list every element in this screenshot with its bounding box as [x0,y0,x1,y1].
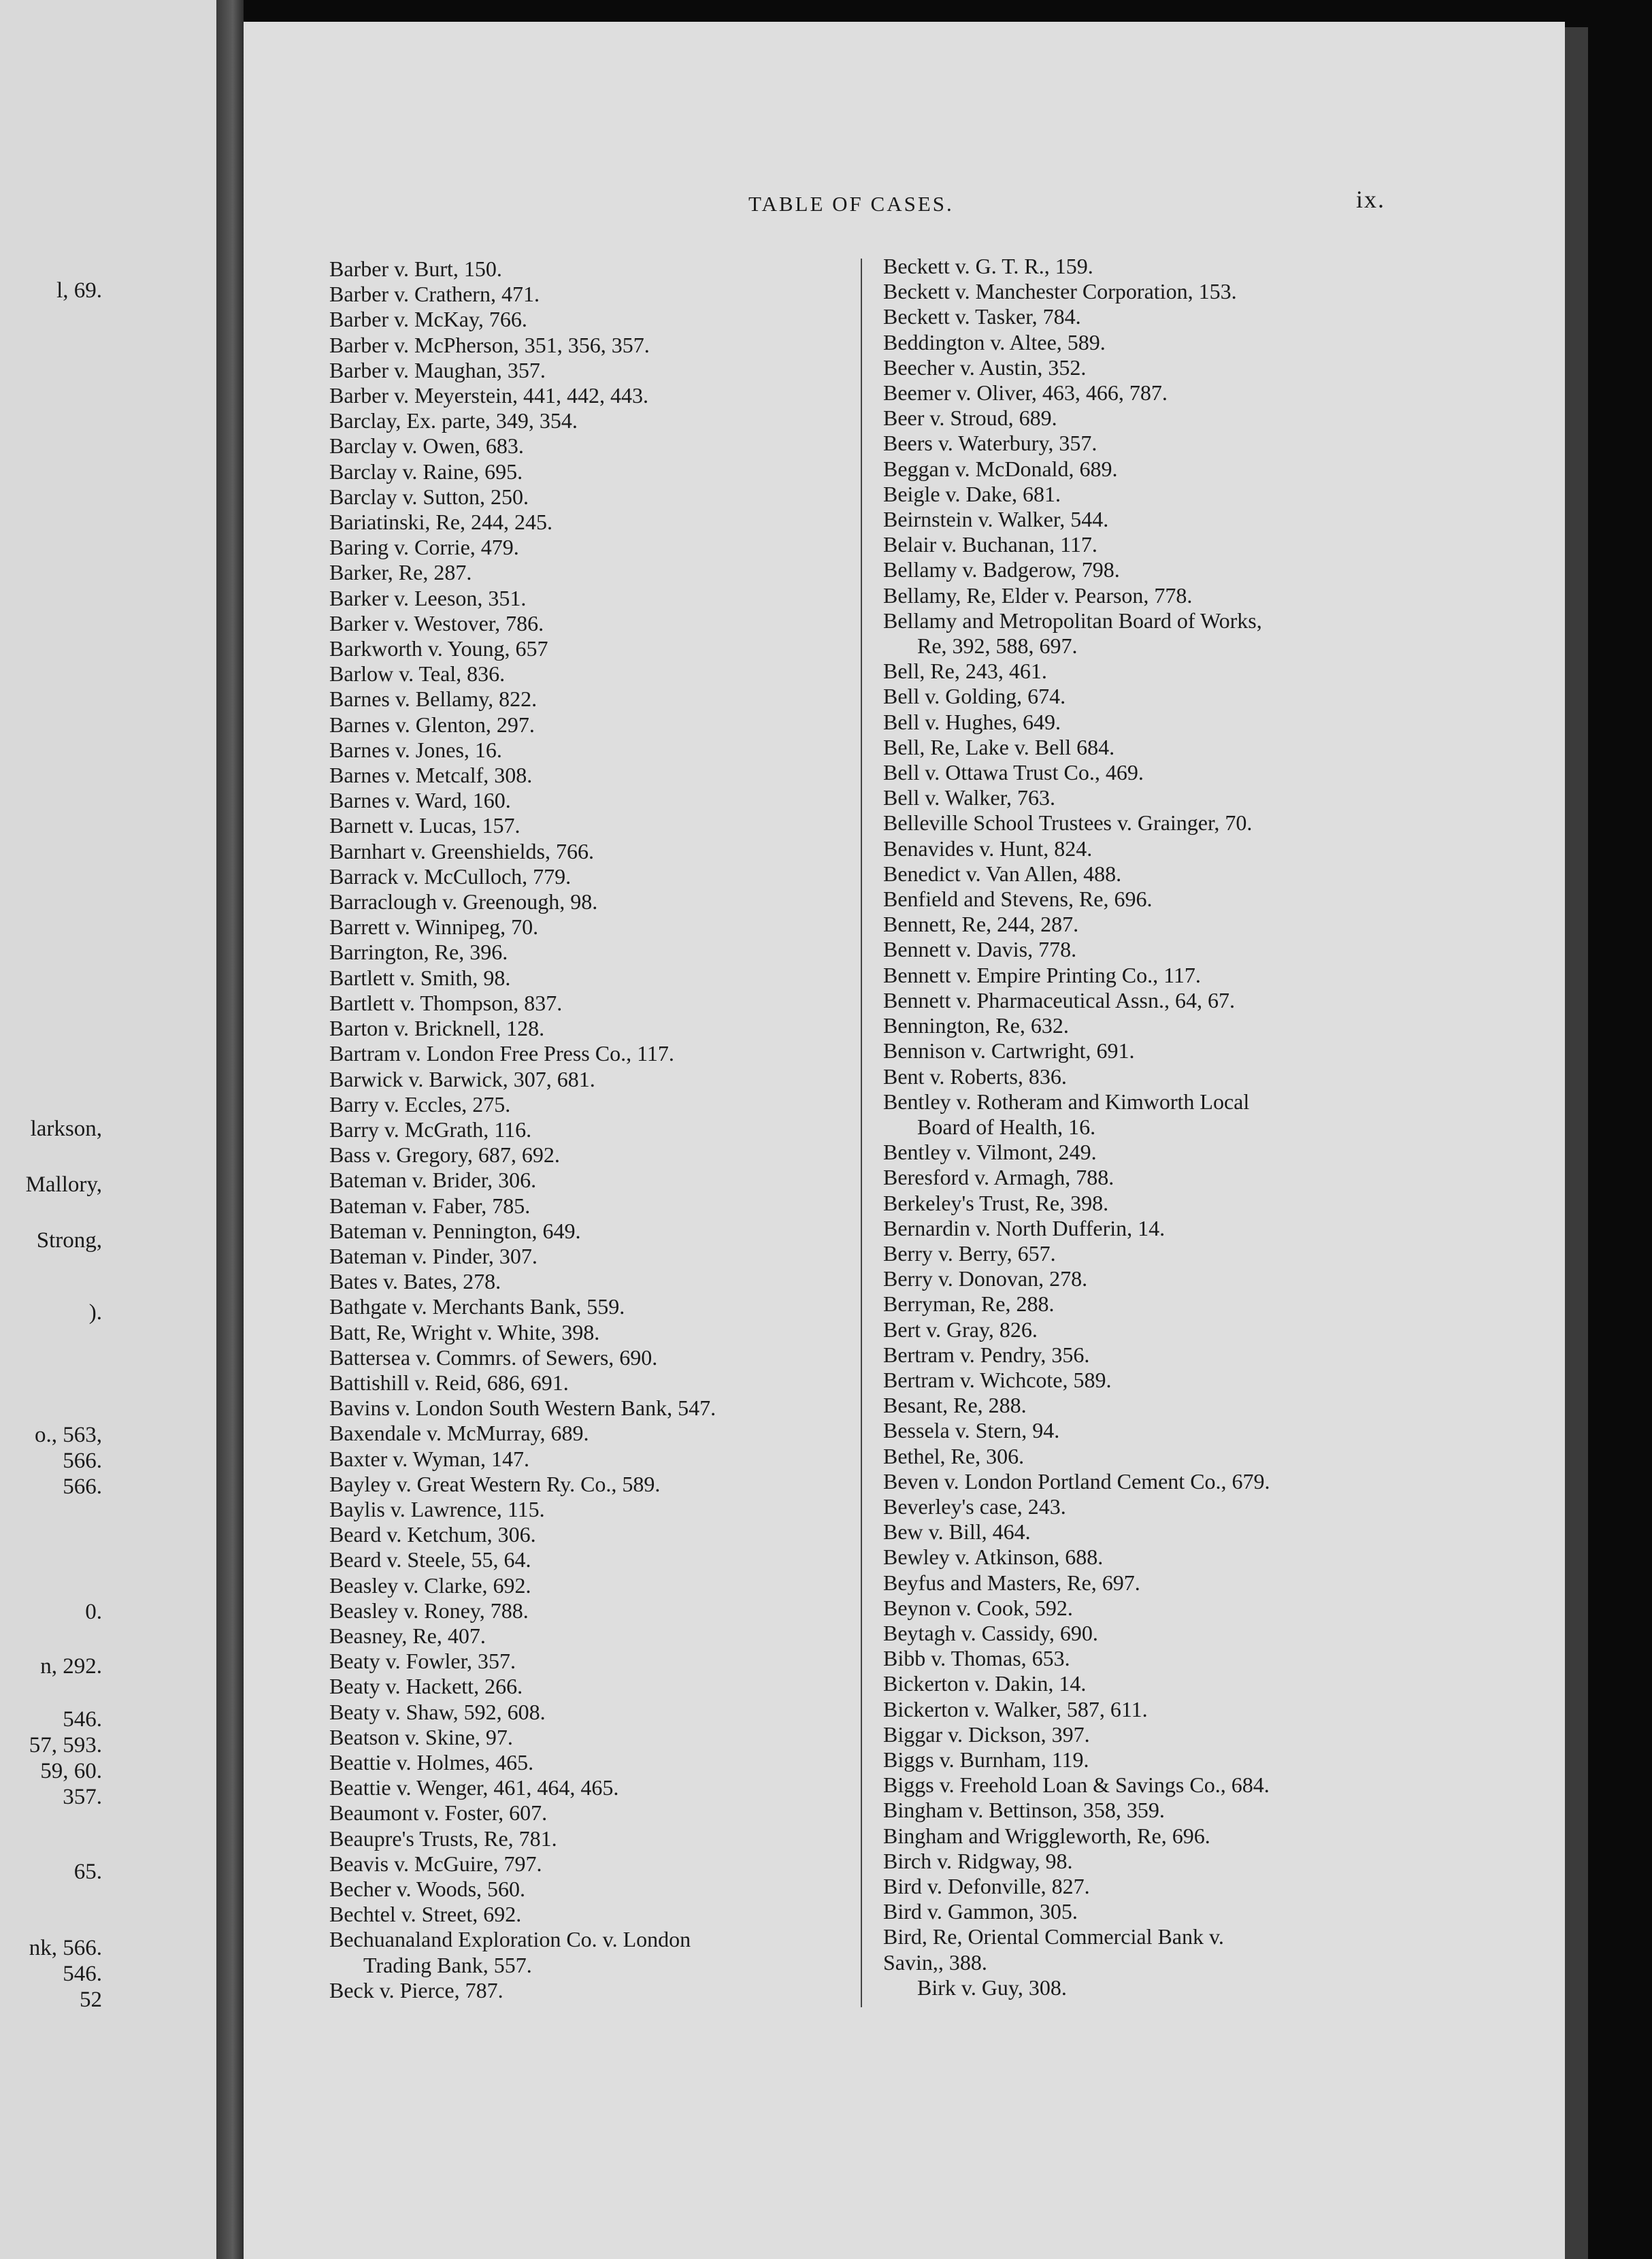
case-entry: Beddington v. Altee, 589. [883,329,1106,354]
case-entry: Bird v. Defonville, 827. [883,1874,1090,1898]
case-entry: Bingham v. Bettinson, 358, 359. [883,1798,1165,1823]
page-title: TABLE OF CASES. [748,192,954,216]
case-entry: Birch v. Ridgway, 98. [883,1848,1073,1873]
left-page-text: o., 563, [35,1423,102,1447]
case-entry: Bateman v. Pinder, 307. [329,1243,538,1268]
case-entry: Barnett v. Lucas, 157. [329,813,521,838]
case-entry: Beigle v. Dake, 681. [883,481,1061,506]
case-entry: Bell v. Hughes, 649. [883,709,1061,734]
case-entry: Beard v. Steele, 55, 64. [329,1547,531,1572]
case-entry: Bass v. Gregory, 687, 692. [329,1142,560,1168]
case-entry: Bates v. Bates, 278. [329,1269,501,1294]
case-entry: Barker, Re, 287. [329,560,472,585]
left-page-text: 0. [85,1600,102,1624]
case-entry: Beer v. Stroud, 689. [883,406,1057,431]
case-entry: Bariatinski, Re, 244, 245. [329,510,552,535]
case-entry: Barkworth v. Young, 657 [329,636,548,661]
case-entry: Beaumont v. Foster, 607. [329,1800,548,1826]
left-column [329,257,877,2003]
page-edge [1565,27,1588,2259]
case-entry: Barnes v. Jones, 16. [329,737,502,762]
case-entry: Berkeley's Trust, Re, 398. [883,1190,1109,1215]
case-entry: Barber v. Crathern, 471. [329,282,540,307]
case-entry: Board of Health, 16. [917,1114,1096,1139]
case-entry: Barnes v. Bellamy, 822. [329,687,538,712]
case-entry: Barrett v. Winnipeg, 70. [329,914,539,940]
page-number: ix. [1356,186,1386,213]
case-entry: Besant, Re, 288. [883,1393,1027,1418]
case-entry: Berry v. Donovan, 278. [883,1266,1088,1291]
case-entry: Berry v. Berry, 657. [883,1240,1056,1266]
case-entry: Barber v. McPherson, 351, 356, 357. [329,332,650,357]
case-entry: Beasley v. Clarke, 692. [329,1572,531,1598]
case-entry: Barraclough v. Greenough, 98. [329,889,598,914]
case-entry: Trading Bank, 557. [363,1952,532,1977]
case-entry: Battersea v. Commrs. of Sewers, 690. [329,1345,658,1370]
case-entry: Bentley v. Rotheram and Kimworth Local [883,1089,1250,1114]
case-entry: Barrack v. McCulloch, 779. [329,863,572,889]
left-page-text: Strong, [36,1228,102,1253]
case-entry: Beers v. Waterbury, 357. [883,431,1097,456]
case-entry: Bathgate v. Merchants Bank, 559. [329,1294,625,1319]
left-page-text: 566. [63,1449,102,1473]
case-entry: Bennett v. Davis, 778. [883,937,1077,962]
case-entry: Baring v. Corrie, 479. [329,535,519,560]
case-entry: Baxter v. Wyman, 147. [329,1446,530,1471]
case-entry: Bell v. Ottawa Trust Co., 469. [883,760,1144,785]
left-page-text: l, 69. [56,278,102,303]
case-entry: Bell v. Walker, 763. [883,785,1055,810]
case-entry: Beasney, Re, 407. [329,1623,486,1648]
case-entry: Savin,, 388. [883,1949,987,1975]
left-page-text: nk, 566. [29,1936,102,1960]
case-entry: Bennison v. Cartwright, 691. [883,1038,1135,1063]
case-entry: Beresford v. Armagh, 788. [883,1165,1114,1190]
case-entry: Berryman, Re, 288. [883,1291,1055,1317]
case-entry: Beyfus and Masters, Re, 697. [883,1570,1140,1595]
case-entry: Bertram v. Pendry, 356. [883,1342,1090,1367]
case-entry: Battishill v. Reid, 686, 691. [329,1370,569,1395]
left-page-text: ). [88,1300,102,1325]
case-entry: Bateman v. Brider, 306. [329,1168,537,1193]
case-entry: Bateman v. Pennington, 649. [329,1218,581,1243]
case-entry: Beaty v. Hackett, 266. [329,1674,523,1699]
case-entry: Bent v. Roberts, 836. [883,1063,1067,1089]
case-entry: Benfield and Stevens, Re, 696. [883,887,1153,912]
left-page-text: 59, 60. [40,1759,102,1783]
case-entry: Biggar v. Dickson, 397. [883,1721,1090,1747]
case-entry: Barnes v. Metcalf, 308. [329,763,533,788]
case-entry: Bartram v. London Free Press Co., 117. [329,1041,674,1066]
case-entry: Bechtel v. Street, 692. [329,1902,522,1927]
case-entry: Bird, Re, Oriental Commercial Bank v. [883,1924,1224,1949]
case-entry: Re, 392, 588, 697. [917,633,1078,659]
case-entry: Bellamy and Metropolitan Board of Works, [883,608,1262,633]
case-entry: Bessela v. Stern, 94. [883,1418,1060,1443]
case-entry: Beasley v. Roney, 788. [329,1598,529,1623]
case-entry: Barclay v. Raine, 695. [329,459,523,484]
case-entry: Barber v. McKay, 766. [329,307,527,332]
case-entry: Beck v. Pierce, 787. [329,1977,503,2002]
left-page-text: 546. [63,1707,102,1732]
case-entry: Bellamy, Re, Elder v. Pearson, 778. [883,582,1193,608]
case-entry: Barber v. Burt, 150. [329,257,502,281]
case-entry: Beirnstein v. Walker, 544. [883,507,1109,532]
case-entry: Bellamy v. Badgerow, 798. [883,557,1120,582]
case-entry: Beven v. London Portland Cement Co., 679. [883,1468,1270,1494]
case-entry: Beavis v. McGuire, 797. [329,1851,542,1876]
case-entry: Bell v. Golding, 674. [883,684,1066,709]
book-spine [216,0,244,2259]
case-entry: Beverley's case, 243. [883,1494,1066,1519]
left-page-text: 52 [80,1988,102,2012]
case-entry: Bickerton v. Walker, 587, 611. [883,1696,1148,1721]
case-entry: Barker v. Leeson, 351. [329,585,527,610]
case-entry: Bewley v. Atkinson, 688. [883,1545,1104,1570]
case-entry: Baylis v. Lawrence, 115. [329,1496,545,1521]
case-entry: Beaupre's Trusts, Re, 781. [329,1826,557,1851]
case-entry: Barrington, Re, 396. [329,940,508,965]
case-entry: Barker v. Westover, 786. [329,610,544,636]
case-entry: Barclay v. Sutton, 250. [329,484,529,509]
case-entry: Bickerton v. Dakin, 14. [883,1671,1087,1696]
case-entry: Bethel, Re, 306. [883,1443,1025,1468]
case-entry: Bertram v. Wichcote, 589. [883,1367,1112,1392]
case-entry: Barnes v. Glenton, 297. [329,712,535,737]
case-entry: Barry v. Eccles, 275. [329,1091,511,1117]
case-entry: Bartlett v. Thompson, 837. [329,990,563,1015]
case-entry: Beckett v. Manchester Corporation, 153. [883,279,1237,304]
case-entry: Bechuanaland Exploration Co. v. London [329,1927,691,1952]
case-entry: Benedict v. Van Allen, 488. [883,861,1122,886]
left-page-fragment [0,0,216,2259]
case-entry: Belleville School Trustees v. Grainger, 70. [883,810,1253,836]
case-entry: Bingham and Wriggleworth, Re, 696. [883,1823,1210,1848]
case-entry: Becher v. Woods, 560. [329,1877,526,1901]
left-page-text: 546. [63,1962,102,1986]
left-page-text: 57, 593. [29,1733,102,1758]
case-entry: Bennett v. Empire Printing Co., 117. [883,962,1201,987]
case-entry: Barclay, Ex. parte, 349, 354. [329,408,578,433]
case-entry: Bew v. Bill, 464. [883,1519,1031,1545]
case-entry: Bayley v. Great Western Ry. Co., 589. [329,1471,661,1496]
case-entry: Bennington, Re, 632. [883,1013,1069,1038]
case-entry: Bateman v. Faber, 785. [329,1193,531,1218]
case-entry: Batt, Re, Wright v. White, 398. [329,1319,600,1345]
case-entry: Barber v. Maughan, 357. [329,357,546,382]
case-entry: Beard v. Ketchum, 306. [329,1522,536,1547]
case-entry: Beaty v. Fowler, 357. [329,1649,516,1674]
case-entry: Bird v. Gammon, 305. [883,1899,1078,1924]
case-entry: Beatson v. Skine, 97. [329,1724,513,1749]
case-entry: Barnes v. Ward, 160. [329,788,511,813]
case-entry: Beynon v. Cook, 592. [883,1595,1073,1620]
case-entry: Bert v. Gray, 826. [883,1317,1038,1342]
case-entry: Beggan v. McDonald, 689. [883,456,1118,481]
case-entry: Birk v. Guy, 308. [917,1975,1067,2000]
case-entry: Barry v. McGrath, 116. [329,1117,532,1142]
case-entry: Barclay v. Owen, 683. [329,433,524,459]
case-entry: Bennett v. Pharmaceutical Assn., 64, 67. [883,987,1235,1012]
left-page-text: larkson, [30,1117,102,1141]
case-entry: Bell, Re, 243, 461. [883,659,1047,684]
column-divider [861,259,862,2007]
case-entry: Barber v. Meyerstein, 441, 442, 443. [329,383,648,408]
case-entry: Baxendale v. McMurray, 689. [329,1421,589,1446]
case-entry: Bell, Re, Lake v. Bell 684. [883,734,1115,759]
case-entry: Beckett v. Tasker, 784. [883,304,1081,329]
case-entry: Beytagh v. Cassidy, 690. [883,1620,1098,1645]
left-page-text: n, 292. [40,1654,102,1679]
case-entry: Bernardin v. North Dufferin, 14. [883,1215,1166,1240]
case-entry: Bartlett v. Smith, 98. [329,965,511,990]
case-entry: Belair v. Buchanan, 117. [883,532,1097,557]
case-entry: Bibb v. Thomas, 653. [883,1646,1070,1671]
case-entry: Beckett v. G. T. R., 159. [883,254,1093,278]
case-entry: Beecher v. Austin, 352. [883,354,1087,380]
case-entry: Barton v. Bricknell, 128. [329,1016,545,1041]
case-entry: Bennett, Re, 244, 287. [883,912,1079,937]
case-entry: Beemer v. Oliver, 463, 466, 787. [883,380,1168,406]
case-entry: Barwick v. Barwick, 307, 681. [329,1066,595,1091]
case-entry: Biggs v. Burnham, 119. [883,1747,1089,1772]
case-entry: Barlow v. Teal, 836. [329,661,506,687]
case-entry: Biggs v. Freehold Loan & Savings Co., 684. [883,1772,1270,1798]
left-page-text: 357. [63,1785,102,1809]
left-page-text: 65. [73,1860,102,1884]
left-page-text: Mallory, [25,1172,102,1197]
case-entry: Bavins v. London South Western Bank, 547. [329,1396,716,1421]
case-entry: Benavides v. Hunt, 824. [883,836,1093,861]
left-page-text: 566. [63,1474,102,1499]
case-entry: Beattie v. Wenger, 461, 464, 465. [329,1775,619,1800]
case-entry: Beaty v. Shaw, 592, 608. [329,1699,546,1724]
case-entry: Barnhart v. Greenshields, 766. [329,838,594,863]
case-entry: Beattie v. Holmes, 465. [329,1749,534,1775]
right-column [883,254,1427,2000]
case-entry: Bentley v. Vilmont, 249. [883,1140,1097,1165]
